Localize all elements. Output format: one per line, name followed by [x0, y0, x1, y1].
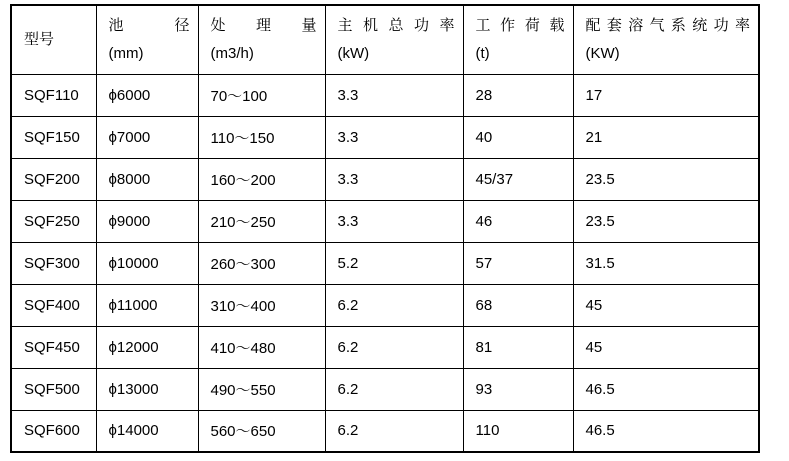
cell-main-power: 6.2 [325, 368, 463, 410]
cell-main-power: 3.3 [325, 116, 463, 158]
cell-das-power: 17 [573, 74, 759, 116]
spec-table [10, 4, 760, 453]
cell-model: SQF400 [11, 284, 96, 326]
cell-working-load: 110 [463, 410, 573, 452]
cell-das-power: 46.5 [573, 410, 759, 452]
col-unit-pool-diameter: (mm) [108, 44, 144, 62]
cell-capacity: 70～100 [198, 74, 325, 116]
cell-main-power: 3.3 [325, 158, 463, 200]
col-title-das-power: 配套溶气系统功率 [585, 16, 750, 34]
table-row [11, 116, 759, 158]
cell-das-power: 45 [573, 284, 759, 326]
cell-capacity: 560～650 [198, 410, 325, 452]
col-header-main-power [325, 5, 463, 74]
cell-model: SQF500 [11, 368, 96, 410]
table-row [11, 158, 759, 200]
cell-pool-diameter: ϕ7000 [96, 116, 198, 158]
cell-pool-diameter: ϕ13000 [96, 368, 198, 410]
col-title-model: 型号 [24, 30, 55, 48]
cell-model: SQF300 [11, 242, 96, 284]
cell-model: SQF250 [11, 200, 96, 242]
cell-capacity: 490～550 [198, 368, 325, 410]
cell-pool-diameter: ϕ11000 [96, 284, 198, 326]
cell-capacity: 160～200 [198, 158, 325, 200]
cell-working-load: 28 [463, 74, 573, 116]
cell-das-power: 46.5 [573, 368, 759, 410]
col-header-capacity [198, 5, 325, 74]
col-unit-main-power: (kW) [337, 44, 370, 62]
table-row [11, 326, 759, 368]
cell-working-load: 40 [463, 116, 573, 158]
col-header-working-load [463, 5, 573, 74]
cell-capacity: 310～400 [198, 284, 325, 326]
col-title-pool-diameter: 池 径 [108, 16, 190, 34]
cell-working-load: 93 [463, 368, 573, 410]
col-header-pool-diameter [96, 5, 198, 74]
cell-model: SQF600 [11, 410, 96, 452]
cell-capacity: 210～250 [198, 200, 325, 242]
cell-pool-diameter: ϕ8000 [96, 158, 198, 200]
cell-working-load: 46 [463, 200, 573, 242]
cell-model: SQF200 [11, 158, 96, 200]
cell-capacity: 260～300 [198, 242, 325, 284]
col-title-capacity: 处 理 量 [210, 16, 317, 34]
col-unit-capacity: (m3/h) [210, 44, 254, 62]
cell-pool-diameter: ϕ9000 [96, 200, 198, 242]
header-row [11, 5, 759, 74]
cell-das-power: 31.5 [573, 242, 759, 284]
table-row [11, 242, 759, 284]
table-row [11, 200, 759, 242]
cell-main-power: 3.3 [325, 74, 463, 116]
cell-capacity: 110～150 [198, 116, 325, 158]
table-row [11, 284, 759, 326]
cell-pool-diameter: ϕ14000 [96, 410, 198, 452]
cell-model: SQF450 [11, 326, 96, 368]
cell-das-power: 21 [573, 116, 759, 158]
col-header-das-power [573, 5, 759, 74]
cell-capacity: 410～480 [198, 326, 325, 368]
col-header-model [11, 5, 96, 74]
cell-pool-diameter: ϕ6000 [96, 74, 198, 116]
cell-pool-diameter: ϕ12000 [96, 326, 198, 368]
cell-working-load: 68 [463, 284, 573, 326]
cell-pool-diameter: ϕ10000 [96, 242, 198, 284]
cell-working-load: 57 [463, 242, 573, 284]
cell-main-power: 3.3 [325, 200, 463, 242]
cell-das-power: 23.5 [573, 158, 759, 200]
cell-working-load: 45/37 [463, 158, 573, 200]
col-title-main-power: 主 机 总 功 率 [337, 16, 455, 34]
cell-model: SQF150 [11, 116, 96, 158]
cell-main-power: 6.2 [325, 326, 463, 368]
cell-main-power: 6.2 [325, 284, 463, 326]
col-unit-das-power: (KW) [585, 44, 620, 62]
cell-working-load: 81 [463, 326, 573, 368]
cell-main-power: 5.2 [325, 242, 463, 284]
col-title-working-load: 工 作 荷 载 [475, 16, 565, 34]
cell-model: SQF110 [11, 74, 96, 116]
col-unit-working-load: (t) [475, 44, 490, 62]
table-row [11, 368, 759, 410]
table-row [11, 410, 759, 452]
cell-das-power: 45 [573, 326, 759, 368]
cell-das-power: 23.5 [573, 200, 759, 242]
table-row [11, 74, 759, 116]
cell-main-power: 6.2 [325, 410, 463, 452]
